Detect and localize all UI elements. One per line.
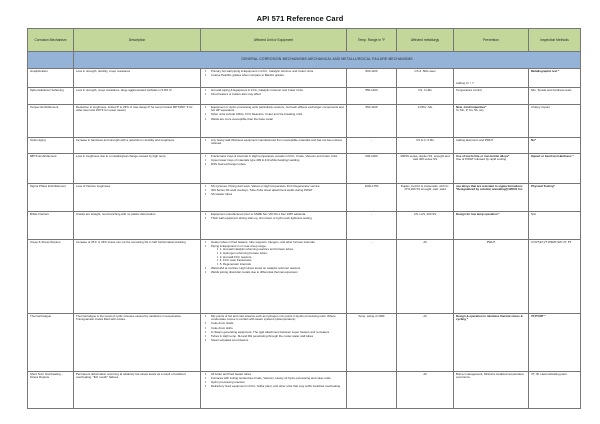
mechanism-name: Creep & Stress Rupture [30, 239, 61, 244]
metallurgy-cell [397, 137, 454, 153]
equipment-list [203, 139, 344, 146]
prevention-cell [454, 183, 529, 211]
equipment-subitem: • 5. Regenerator internals. [223, 263, 344, 267]
equipment-item [211, 118, 344, 122]
equipment-list [203, 106, 344, 122]
temp-cell [347, 239, 397, 313]
inspection-cell [529, 371, 581, 408]
equipment-text: Fractionator trays & internals in High temperature vessels in FCC, Crude, Vacuum and Coker Units [211, 153, 338, 158]
col-header-mechanism: Corrosion Mechanism [28, 29, 74, 52]
col-header-metallurgy: Affected metallurgy [397, 29, 454, 52]
temp-range: 600-1000 [365, 153, 378, 158]
equipment-text: Equipment in Hydro processing units particularly reactors, hot feed/ effluent exchanger components and hot HP separators [211, 104, 344, 113]
equipment-cell [201, 104, 347, 137]
temp-range: 1000-1750 [364, 183, 379, 188]
equipment-text: All boiler and fired heater tubes [211, 371, 252, 376]
table-row [28, 371, 581, 408]
table-row [28, 137, 581, 153]
description-text: Permanent deformation occurring at relatively low stress levels as a result of localized overheating. "fish mouth" failures. [76, 371, 186, 380]
col-header-temp: Temp. Range in °F [347, 29, 397, 52]
inspection-text: No* [531, 137, 536, 142]
temp-cell [347, 104, 397, 137]
equipment-list [203, 213, 344, 221]
inspection-cell [529, 313, 581, 371]
mechanism-cell [28, 153, 74, 183]
table-row [28, 313, 581, 371]
prevention-text: Adding aluminum and PWHT [456, 137, 494, 142]
temp-range: - [371, 211, 372, 216]
mechanism-cell [28, 371, 74, 408]
table-row [28, 69, 581, 88]
equipment-text: Equipment manufactured prior to ASME Sec VIII Div.1 Dec 1987 addenda. [211, 211, 307, 216]
equipment-subitem: • 3. Hot wall FCC reactors, [223, 256, 344, 260]
description-text: Loss in strength, creep resistance- large agglomerated carbides in 5-9% Cr [76, 87, 173, 92]
equipment-cell [201, 137, 347, 153]
inspection-text: Physical Testing* [531, 183, 555, 188]
inspection-cell [529, 87, 581, 104]
description-cell [74, 69, 201, 88]
inspection-text: Charpy Impact [531, 104, 550, 109]
table-row [28, 87, 581, 104]
description-cell [74, 211, 201, 239]
section-label: GENERAL CORROSION MECHANISMS-MECHANICAL AND METALLURGICAL FAILURE MECHANISMS [74, 52, 581, 69]
prevention-cell [454, 239, 529, 313]
metallurgy-cell [397, 183, 454, 211]
prevention-cell [454, 313, 529, 371]
mechanism-name: Brittle Fracture [30, 211, 49, 216]
metallurgy-text: All [423, 313, 427, 318]
description-cell [74, 313, 201, 371]
equipment-item [211, 193, 344, 197]
inspection-cell [529, 239, 581, 313]
temp-range: 650-1100 [365, 104, 378, 109]
equipment-text: Piping & Equipment in or near creep range- [211, 243, 267, 248]
equipment-item [211, 385, 344, 389]
mechanism-cell [28, 87, 74, 104]
equipment-item [211, 271, 344, 275]
metallurgy-cell [397, 371, 454, 408]
col-header-description: Description [74, 29, 201, 52]
equipment-text: Refractory lined equipment in FCC, Sulfur plant, and other units that may suffer localized overheating. [211, 384, 341, 389]
metallurgy-cell [397, 313, 454, 371]
metallurgy-cell [397, 87, 454, 104]
prevention-text: Burner management, Minimize localized temperature excursions. [456, 371, 524, 380]
equipment-text: Coarse Pearlitic grades when compare to Bainitic grades [211, 73, 284, 78]
metallurgy-cell [397, 153, 454, 183]
equipment-cell [201, 183, 347, 211]
equipment-text: In Steam generating equipment- The rigid attachment between super heaters and re-heaters [211, 329, 330, 334]
inspection-text: UT,RT,ET,VT,WFMT,SW UT, PT [531, 239, 572, 244]
prevention-key: Use of low ferrite or non-ferritic alloys* [456, 153, 510, 158]
equipment-cell [201, 69, 347, 88]
prevention-cell [454, 104, 529, 137]
table-row [28, 153, 581, 183]
mechanism-cell [28, 69, 74, 88]
equipment-cell [201, 153, 347, 183]
inspection-text: VT, IR, Heat indicating paint [531, 371, 567, 376]
temp-cell [347, 313, 397, 371]
mechanism-name: Strain Aging [30, 137, 46, 142]
metallurgy-text: All [423, 239, 427, 244]
metallurgy-cell [397, 211, 454, 239]
metallurgy-cell [397, 104, 454, 137]
temp-cell [347, 211, 397, 239]
equipment-list [203, 70, 344, 78]
equipment-text: Coke drum shells [211, 321, 234, 326]
equipment-text: Primary hot wall piping & Equipment in FCC, Catalytic reformer and Coker Units [211, 69, 314, 73]
prevention-text: Si, Mn, P, Sn, Sb, As) [456, 108, 484, 113]
prevention-cell [454, 153, 529, 183]
inspection-text: MG, Tensile and hardness tests [531, 87, 572, 92]
temp-cell [347, 69, 397, 88]
equipment-text: Steam actuated soot blowers [211, 338, 249, 343]
equipment-item [211, 217, 344, 221]
equipment-text: SS cyclones, Piping duct work, Valves in High temperature FCC Regenerator service [211, 183, 320, 188]
metallurgy-text: 400SS series, duplex SS, wrought and cast 300 series SS [400, 153, 450, 162]
inspection-cell [529, 137, 581, 153]
equipment-item [211, 163, 344, 167]
temp-range: - [371, 137, 372, 142]
equipment-list [203, 185, 344, 197]
equipment-item [211, 93, 344, 97]
mechanism-cell [28, 104, 74, 137]
col-header-equipment: Affected Unit or Equipment [201, 29, 347, 52]
temp-range: 800-1100 [365, 69, 378, 73]
mechanism-cell [28, 183, 74, 211]
equipment-subitem: • 4. FCC main fractionator, [223, 259, 344, 263]
prevention-cell [454, 371, 529, 408]
equipment-text: Hydro processing reactors [211, 379, 245, 384]
temp-cell [347, 137, 397, 153]
inspection-cell [529, 104, 581, 137]
equipment-sublist [211, 248, 344, 266]
prevention-cell [454, 137, 529, 153]
description-text: Loss of fracture toughness [76, 183, 111, 188]
mechanism-name: Spheroidization/ Softening [30, 87, 64, 92]
description-cell [74, 239, 201, 313]
equipment-text: Furnaces with coking tendencies-Crude, Vacuum, Heavy oil hydro processing and coker units, [211, 375, 332, 380]
temp-cell [347, 87, 397, 104]
inspection-cell [529, 69, 581, 88]
inspection-text: VT,PT,MT * [531, 313, 546, 318]
inspection-text: Metallographic test * [531, 69, 560, 73]
equipment-subitem: • 2. Hydrogen reforming furnace tubes, [223, 252, 344, 256]
inspection-cell [529, 211, 581, 239]
prevention-text: Use of PWHT followed by rapid cooling [456, 157, 507, 162]
equipment-list [203, 241, 344, 275]
temp-cell [347, 371, 397, 408]
table-row [28, 104, 581, 137]
temp-range: Temp. swing of 200F [358, 313, 385, 318]
equipment-list [203, 373, 344, 389]
equipment-text: Any heavy wall thickness equipment manufactured from susceptible materials and has not been stress relieved. [211, 137, 342, 146]
metallurgy-cell [397, 69, 454, 88]
table-row [28, 183, 581, 211]
mechanism-cell [28, 211, 74, 239]
equipment-cell [201, 313, 347, 371]
equipment-text: Fired heaters or boilers also may effect [211, 91, 261, 96]
metallurgy-cell [397, 239, 454, 313]
prevention-text: Adding Cr > 7 [456, 81, 474, 85]
equipment-list [203, 155, 344, 167]
col-header-inspection: Inspection Methods [529, 29, 581, 52]
mechanism-name: 885°F Embrittlement [30, 153, 57, 158]
equipment-item [211, 339, 344, 343]
section-row [28, 52, 581, 69]
prevention-cell [454, 69, 529, 88]
equipment-text: 300 Series SS weld overlays, Tube-Tube sheet attachment welds during PWHT [211, 187, 313, 192]
equipment-text: SS Heater tubes [211, 191, 233, 196]
metallurgy-text: 2.25Cr- Mo [417, 104, 433, 109]
prevention-text: Temperature control [456, 87, 482, 92]
equipment-item [211, 245, 344, 267]
equipment-text: Coke drum skirts [211, 325, 233, 330]
temp-cell [347, 153, 397, 183]
table-row [28, 211, 581, 239]
temp-cell [347, 183, 397, 211]
metallurgy-text: Duplex, Ferritic & martensitic, with Cr- 17%,300 SS wrought ,cast ,weld [400, 183, 450, 192]
description-cell [74, 371, 201, 408]
equipment-list [203, 315, 344, 343]
description-text: Loss in toughness due to a metallurgical change caused by high temp. [76, 153, 167, 158]
prevention-cell [454, 211, 529, 239]
mechanism-name: Short Term Overheating – Stress Rupture [30, 371, 64, 380]
equipment-text: Welds joining dissimilar metals due to differential thermal expansion [211, 270, 298, 275]
description-cell [74, 183, 201, 211]
temp-range: - [371, 239, 372, 244]
description-cell [74, 104, 201, 137]
equipment-text: Upset tower trays of materials type 409 & 410 while banding/ welding [211, 157, 300, 162]
description-cell [74, 137, 201, 153]
equipment-item [211, 139, 344, 146]
page-title: API 571 Reference Card [256, 14, 344, 23]
equipment-cell [201, 87, 347, 104]
section-spacer [28, 52, 74, 69]
equipment-text: Weld HAZ at nozzles, High stress areas on catalytic reformer reactors [211, 265, 301, 270]
mechanism-cell [28, 239, 74, 313]
metallurgy-text: CS, LAS, 400 SS [413, 211, 437, 216]
equipment-text: Thick wall equipment during start-up, shut down or hydro test/ tightness testing. [211, 215, 313, 220]
mechanism-name: Graphitization [30, 69, 48, 73]
description-text: Loss in strength, ductility, creep resistance [76, 69, 131, 73]
prevention-key: Design & operation to minimize thermal stress & cycling * [456, 313, 523, 322]
equipment-text: DSS heat exchanger tubes. [211, 161, 247, 166]
equipment-text: Tubes in High temp. SH and RH penetrating through the cooler water wall tubes [211, 333, 314, 338]
metallurgy-text: CS, Cr-Mo [418, 87, 432, 92]
equipment-text: Mix points of hot and cold streams such as hydrogen mix points in Hydro processing units. Where condensate comes in contact with steam systems (Attemporators) [211, 313, 336, 322]
metallurgy-text: CS & .5Mo steel [414, 69, 436, 73]
equipment-text: Other units include CRUs, FCC Reactors, Coker and Vis-breaking units [211, 112, 303, 117]
description-text: Reduction in toughness- limited P to 25% of max design P for temp's below MPT(350 °F for older steel and 150°F for newer steels) [76, 104, 193, 113]
table-row [28, 239, 581, 313]
mechanism-name: Temper Embrittlement [30, 104, 59, 109]
equipment-cell [201, 239, 347, 313]
equipment-subitem: • 1. Hot-wall catalytic reforming reactors and furnace tubes, [223, 248, 344, 252]
header-row [28, 29, 581, 52]
temp-range: 850-1400 [365, 87, 378, 92]
description-cell [74, 87, 201, 104]
equipment-cell [201, 371, 347, 408]
col-header-prevention: Prevention [454, 29, 529, 52]
inspection-cell [529, 153, 581, 183]
equipment-text: Heater tubes in fired heaters, tube supports, hangers, and other furnace internals. [211, 239, 316, 244]
mechanism-name: Thermal Fatigue [30, 313, 52, 318]
inspection-cell [529, 183, 581, 211]
prevention-cell [454, 87, 529, 104]
inspection-text: N/A [531, 211, 536, 216]
description-cell [74, 153, 201, 183]
description-text: Thermal fatigue is the result of cyclic stresses caused by variations in temperature. Transgranular cracks filled with oxides. [76, 313, 182, 322]
mechanism-cell [28, 313, 74, 371]
metallurgy-text: CS & C-.5 Mo [416, 137, 434, 142]
prevention-text: PWHT [486, 239, 496, 244]
reference-table [27, 28, 581, 409]
mechanism-cell [28, 137, 74, 153]
equipment-list [203, 89, 344, 97]
description-text: Increase of 25 F or 15% stress can cut the remaining life in half. Deformation/cracking [76, 239, 186, 244]
equipment-item [211, 74, 344, 78]
prevention-key: New -Limit impurities* [456, 104, 487, 109]
equipment-text: Hot wall piping & Equipment in FCC, Catalytic reformer and Coker Units [211, 87, 303, 92]
mechanism-name: Sigma Phase Embrittlement [30, 183, 66, 188]
description-text: Cracks are straight, non-branching with no plastic deformation [76, 211, 156, 216]
equipment-text: Welds are more susceptible than the base metal [211, 116, 273, 121]
equipment-cell [201, 211, 347, 239]
description-text: Increase in hardness and strength with a reduction in ductility and toughness. [76, 137, 175, 142]
inspection-text: Impact or bend test Hardness * [531, 153, 574, 158]
prevention-key: Design for low temp operation * [456, 211, 500, 216]
metallurgy-text: All [423, 371, 427, 376]
prevention-key: use alloys that are resistant to sigma formations *Designatized by solution annealing@1950/4 hrs [456, 183, 523, 192]
